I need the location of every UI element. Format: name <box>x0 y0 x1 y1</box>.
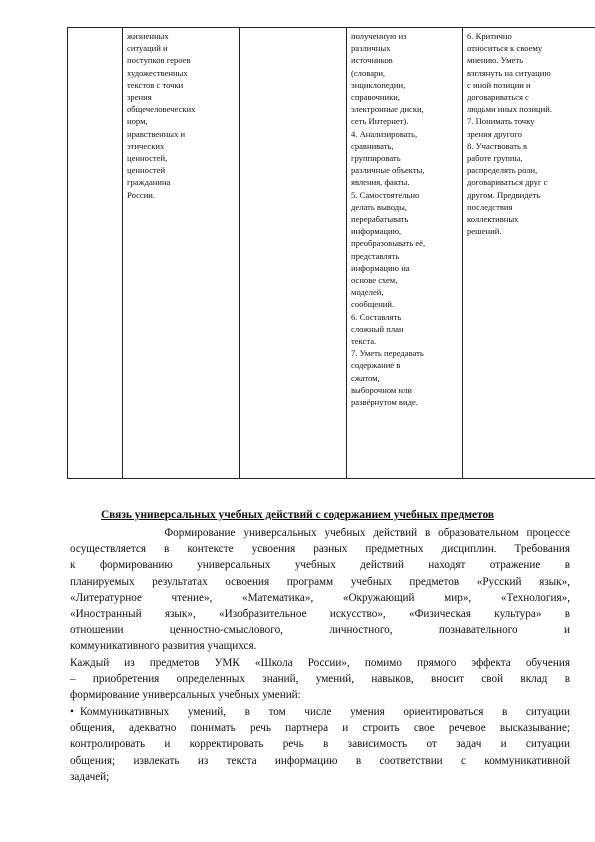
cell-line: коллективных <box>467 214 519 225</box>
cell-line: решений. <box>467 226 502 237</box>
cell-line: зрения <box>127 92 152 103</box>
cell-line: информацию на <box>351 262 410 273</box>
cell-line: 7. Уметь передавать <box>351 348 424 359</box>
cell-line: нравственных и <box>127 128 186 139</box>
text-fragment: Коммуникативных умений, в том числе умения ориентироваться в ситуации <box>80 706 570 718</box>
cell-line: художественных <box>127 67 188 78</box>
cell-line: полученную из <box>351 31 407 41</box>
text-line: формирование универсальных учебных умений: <box>70 689 301 702</box>
text-line: «Иностранный язык», «Изобразительное искусство», «Физическая культура» в <box>70 608 570 621</box>
cell-line: сообщений. <box>351 299 395 310</box>
cell-line: сравнивать, <box>351 140 394 151</box>
text-line: общения, адекватно понимать речь партнера и строить свое речевое высказывание; <box>70 722 570 735</box>
cell-line: преобразовывать её, <box>351 238 426 249</box>
cell-line: ценностей, <box>127 153 168 164</box>
text-line: контролировать и корректировать речь в зависимость от задач и ситуации <box>70 738 570 751</box>
cell-line: текстов с точки <box>127 79 184 90</box>
cell-line: выборочном или <box>351 384 412 395</box>
cell-line: взглянуть на ситуацию <box>467 67 551 78</box>
cell-line: договариваться с <box>467 92 529 103</box>
cell-line: 4. Анализировать, <box>351 128 418 139</box>
cell-line: текста. <box>351 336 377 347</box>
cell-line: 5. Самостоятельно <box>351 189 420 200</box>
cell-line: различных <box>351 43 391 54</box>
text-line: задачей; <box>70 770 110 783</box>
text-line: Каждый из предметов УМК «Школа России», помимо прямого эффекта обучения <box>70 657 570 669</box>
cell-line: России. <box>127 189 156 200</box>
cell-line: зрения другого <box>467 128 522 139</box>
cell-line: работе группы, <box>467 153 523 164</box>
table-cell-col2 <box>123 28 240 479</box>
text-line: планируемых результатах освоения программ учебных предметов «Русский язык», <box>70 575 570 588</box>
cell-line: ценностей <box>127 165 166 176</box>
cell-line: различные объекты, <box>351 165 425 176</box>
cell-line: моделей, <box>351 287 384 298</box>
cell-line: 7. Понимать точку <box>467 116 535 127</box>
paragraph-umk <box>70 655 570 704</box>
cell-line: источников <box>351 55 393 66</box>
cell-line: содержание в <box>351 360 401 371</box>
cell-line: распределять роли, <box>467 165 538 176</box>
cell-line: поступков героев <box>127 55 191 66</box>
cell-line: с иной позиции и <box>467 79 531 90</box>
cell-line: норм, <box>127 116 148 127</box>
text-line: – приобретения определенных знаний, умений, навыков, вносит свой вклад в <box>70 673 570 686</box>
table-row <box>68 28 595 479</box>
text-line: «Литературное чтение», «Математика», «Окружающий мир», «Технология», <box>70 591 570 604</box>
cell-line: представлять <box>351 250 400 261</box>
cell-line: явления, факты. <box>351 177 410 188</box>
cell-line: делать выводы, <box>351 201 408 212</box>
cell-line: энциклопедии, <box>351 79 406 90</box>
text-line <box>70 704 570 720</box>
table-cell-col3 <box>240 28 347 479</box>
cell-line: мнению. Уметь <box>467 55 524 66</box>
table-cell-col4 <box>347 28 463 479</box>
cell-line: основе схем, <box>351 275 398 286</box>
cell-line: этических <box>127 140 165 151</box>
cell-line: сеть Интернет). <box>351 116 409 127</box>
text-line: к формированию универсальных учебных действий находят отражение в <box>70 559 570 572</box>
bullet-item-communicative <box>70 704 570 785</box>
cell-line: сложный план <box>351 323 404 334</box>
table-cell-col5 <box>463 28 595 479</box>
cell-line: информацию, <box>351 226 402 237</box>
cell-line: 6. Критично <box>467 31 512 41</box>
cell-line: электронные диски, <box>351 104 424 115</box>
cell-line: другом. Предвидеть <box>467 189 541 200</box>
cell-line: сжатом, <box>351 372 380 383</box>
cell-line: жизненных <box>127 31 169 41</box>
cell-line: общечеловеческих <box>127 104 196 115</box>
text-line: коммуникативного развития учащихся. <box>70 640 257 653</box>
text-line: Формирование универсальных учебных действий в образовательном процессе <box>70 527 570 539</box>
cell-line: справочники, <box>351 92 401 103</box>
cell-line: перерабатывать <box>351 214 409 225</box>
cell-line: договариваться друг с <box>467 177 548 188</box>
competency-table <box>67 27 595 479</box>
cell-line: 6. Составлять <box>351 311 402 322</box>
cell-line: группировать <box>351 153 401 164</box>
cell-line: гражданина <box>127 177 171 188</box>
cell-line: 8. Участвовать в <box>467 140 528 151</box>
cell-line: развёрнутом виде. <box>351 397 418 408</box>
bullet-icon: • <box>70 706 74 718</box>
cell-line: (словари, <box>351 67 386 78</box>
text-line: осуществляется в контексте усвоения разных предметных дисциплин. Требования <box>70 543 570 556</box>
paragraph-intro <box>70 525 570 655</box>
text-line: отношении ценностно-смыслового, личностного, познавательного и <box>70 624 570 637</box>
cell-line: людьми иных позиций. <box>467 104 553 115</box>
cell-line: ситуаций и <box>127 43 168 54</box>
section-heading: Связь универсальных учебных действий с содержанием учебных предметов <box>100 509 495 521</box>
cell-line: относиться к своему <box>467 43 543 54</box>
text-line: общения; извлекать из текста информацию в соответствии с коммуникативной <box>70 754 570 767</box>
table-cell-col1 <box>68 28 123 479</box>
cell-line: последствия <box>467 201 513 212</box>
